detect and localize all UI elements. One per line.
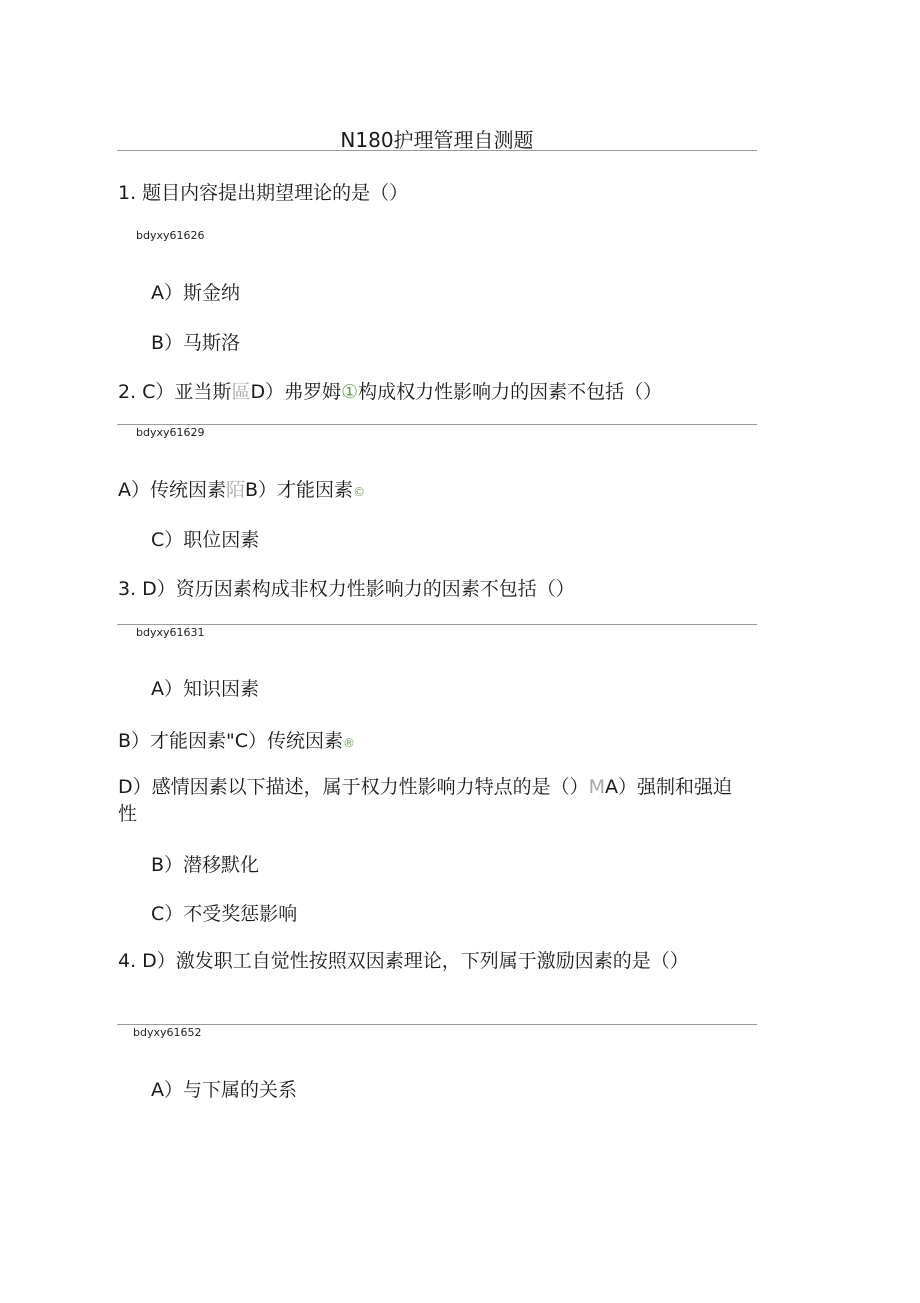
question-code: bdyxy61652 xyxy=(133,1026,202,1039)
scan-artifact: M xyxy=(588,776,606,798)
options-ab xyxy=(118,475,365,502)
question-2 xyxy=(118,377,662,404)
circled-mark: ① xyxy=(341,381,359,403)
divider xyxy=(117,624,757,625)
option-b: B）潜移默化 xyxy=(151,854,260,876)
option-d-text: D）感情因素以下描述，属于权力性影响力特点的是（） xyxy=(118,776,589,798)
option-a-text: A）强制和强迫性 xyxy=(118,776,733,825)
page-title: N180护理管理自测题 xyxy=(340,128,534,152)
divider xyxy=(117,150,757,151)
options-bc-text: B）才能因素"C）传统因素 xyxy=(118,730,344,752)
question-2-mid: D）弗罗姆 xyxy=(250,381,342,403)
option-a: A）斯金纳 xyxy=(151,282,240,304)
option-c: C）不受奖惩影响 xyxy=(151,903,298,925)
option-d-question xyxy=(118,774,743,828)
question-2-end: 构成权力性影响力的因素不包括（） xyxy=(358,381,663,403)
option-b: B）马斯洛 xyxy=(151,332,241,354)
option-b: B）才能因素 xyxy=(245,479,354,501)
option-a: A）知识因素 xyxy=(151,678,259,700)
option-a: A）与下属的关系 xyxy=(151,1079,297,1101)
scan-artifact: 區 xyxy=(231,381,251,403)
divider xyxy=(117,1024,757,1025)
question-4: 4. D）激发职工自觉性按照双因素理论，下列属于激励因素的是（） xyxy=(118,950,689,972)
question-2-start: 2. C）亚当斯 xyxy=(118,381,232,403)
copyright-mark: © xyxy=(353,485,366,499)
scan-artifact: 陌 xyxy=(226,479,246,501)
divider xyxy=(117,424,757,425)
question-code: bdyxy61626 xyxy=(136,229,205,242)
question-1: 1. 题目内容提出期望理论的是（） xyxy=(118,182,409,204)
option-a: A）传统因素 xyxy=(118,479,226,501)
registered-mark: ® xyxy=(343,736,356,750)
options-bc xyxy=(118,726,355,753)
question-code: bdyxy61631 xyxy=(136,626,205,639)
option-c: C）职位因素 xyxy=(151,529,260,551)
question-code: bdyxy61629 xyxy=(136,426,205,439)
question-3: 3. D）资历因素构成非权力性影响力的因素不包括（） xyxy=(118,578,575,600)
